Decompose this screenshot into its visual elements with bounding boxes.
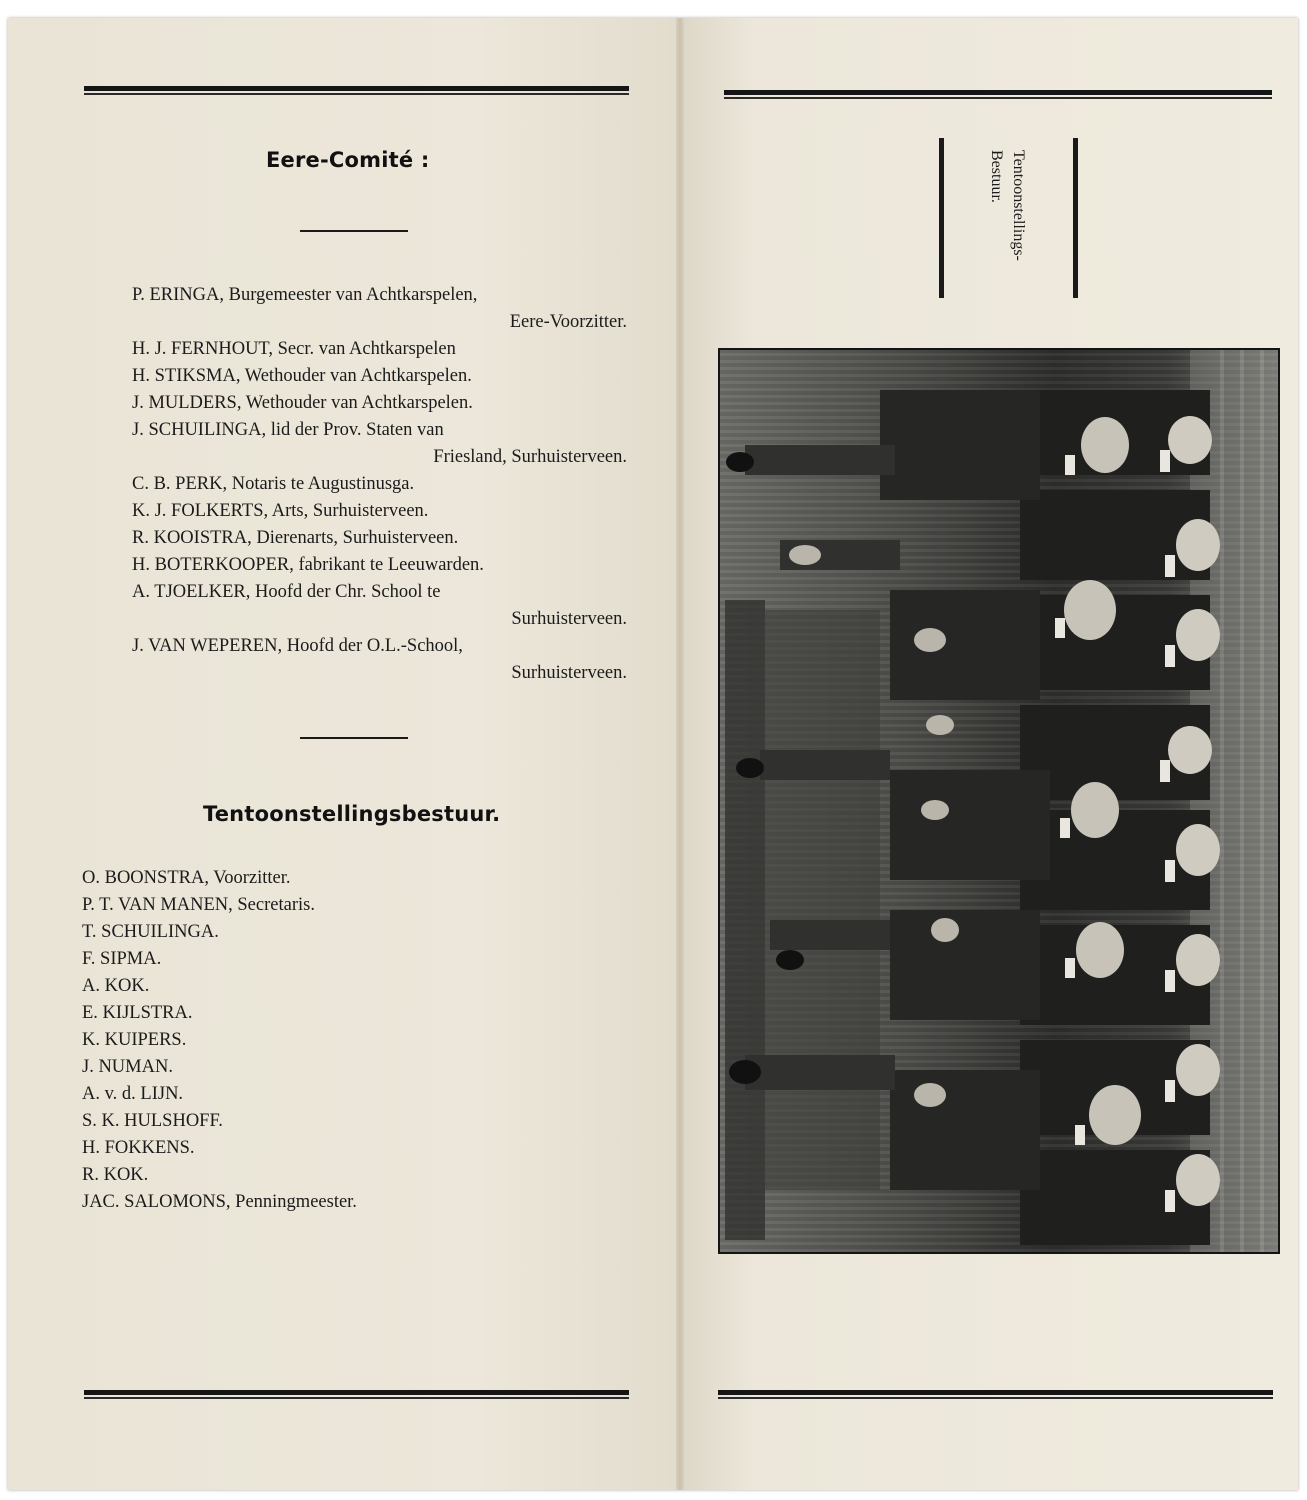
photo-caption <box>985 150 1029 261</box>
bottom-rule-right <box>718 1390 1273 1395</box>
member-line-continuation: Friesland, Surhuisterveen. <box>433 447 627 467</box>
bestuur-member: J. NUMAN. <box>82 1057 173 1077</box>
eere-comite-member <box>132 417 632 471</box>
section-divider <box>300 737 408 739</box>
eere-comite-member <box>132 471 632 498</box>
eere-comite-member <box>132 363 632 390</box>
top-rule-left <box>84 86 629 91</box>
top-rule-right <box>724 90 1272 95</box>
bestuur-member: O. BOONSTRA, Voorzitter. <box>82 868 291 888</box>
bestuur-member: K. KUIPERS. <box>82 1030 187 1050</box>
booklet-spine <box>676 18 684 1490</box>
eere-comite-member <box>132 336 632 363</box>
bestuur-member: E. KIJLSTRA. <box>82 1003 193 1023</box>
bestuur-member: P. T. VAN MANEN, Secretaris. <box>82 895 315 915</box>
eere-comite-member <box>132 579 632 633</box>
eere-comite-member <box>132 552 632 579</box>
bestuur-member: H. FOKKENS. <box>82 1138 195 1158</box>
photo-caption-line-2: Bestuur. <box>988 150 1005 203</box>
eere-comite-list <box>132 282 632 687</box>
eere-comite-member <box>132 633 632 687</box>
bottom-rule-left <box>84 1390 629 1395</box>
member-line-continuation: Surhuisterveen. <box>511 609 627 629</box>
member-line: H. STIKSMA, Wethouder van Achtkarspelen. <box>132 366 472 386</box>
tentoonstellingsbestuur-heading: Tentoonstellingsbestuur. <box>203 802 501 826</box>
bestuur-member: F. SIPMA. <box>82 949 162 969</box>
heading-divider <box>300 230 408 232</box>
left-page <box>8 18 680 1490</box>
member-line: H. J. FERNHOUT, Secr. van Achtkarspelen <box>132 339 456 359</box>
eere-comite-member <box>132 390 632 417</box>
member-line: K. J. FOLKERTS, Arts, Surhuisterveen. <box>132 501 429 521</box>
eere-comite-member <box>132 498 632 525</box>
group-photo-illustration <box>720 350 1278 1252</box>
member-line: J. SCHUILINGA, lid der Prov. Staten van <box>132 420 444 440</box>
member-line: J. VAN WEPEREN, Hoofd der O.L.-School, <box>132 636 463 656</box>
member-line: H. BOTERKOOPER, fabrikant te Leeuwarden. <box>132 555 484 575</box>
bestuur-member: T. SCHUILINGA. <box>82 922 219 942</box>
member-line: P. ERINGA, Burgemeester van Achtkarspelen, <box>132 285 478 305</box>
caption-bar-left <box>939 138 944 298</box>
member-line: C. B. PERK, Notaris te Augustinusga. <box>132 474 415 494</box>
member-line-continuation: Surhuisterveen. <box>511 663 627 683</box>
eere-comite-member <box>132 525 632 552</box>
group-photograph <box>718 348 1280 1254</box>
bestuur-member: JAC. SALOMONS, Penningmeester. <box>82 1192 357 1212</box>
member-line: J. MULDERS, Wethouder van Achtkarspelen. <box>132 393 473 413</box>
eere-comite-heading: Eere-Comité : <box>266 148 430 172</box>
member-line-continuation: Eere-Voorzitter. <box>509 312 627 332</box>
eere-comite-member <box>132 282 632 336</box>
bestuur-member: R. KOK. <box>82 1165 149 1185</box>
tentoonstellingsbestuur-list <box>82 865 502 1216</box>
caption-bar-right <box>1073 138 1078 298</box>
bestuur-member: A. v. d. LIJN. <box>82 1084 184 1104</box>
photo-caption-line-1: Tentoonstellings- <box>1010 150 1027 261</box>
bestuur-member: A. KOK. <box>82 976 150 996</box>
bestuur-member: S. K. HULSHOFF. <box>82 1111 223 1131</box>
member-line: R. KOOISTRA, Dierenarts, Surhuisterveen. <box>132 528 459 548</box>
member-line: A. TJOELKER, Hoofd der Chr. School te <box>132 582 441 602</box>
